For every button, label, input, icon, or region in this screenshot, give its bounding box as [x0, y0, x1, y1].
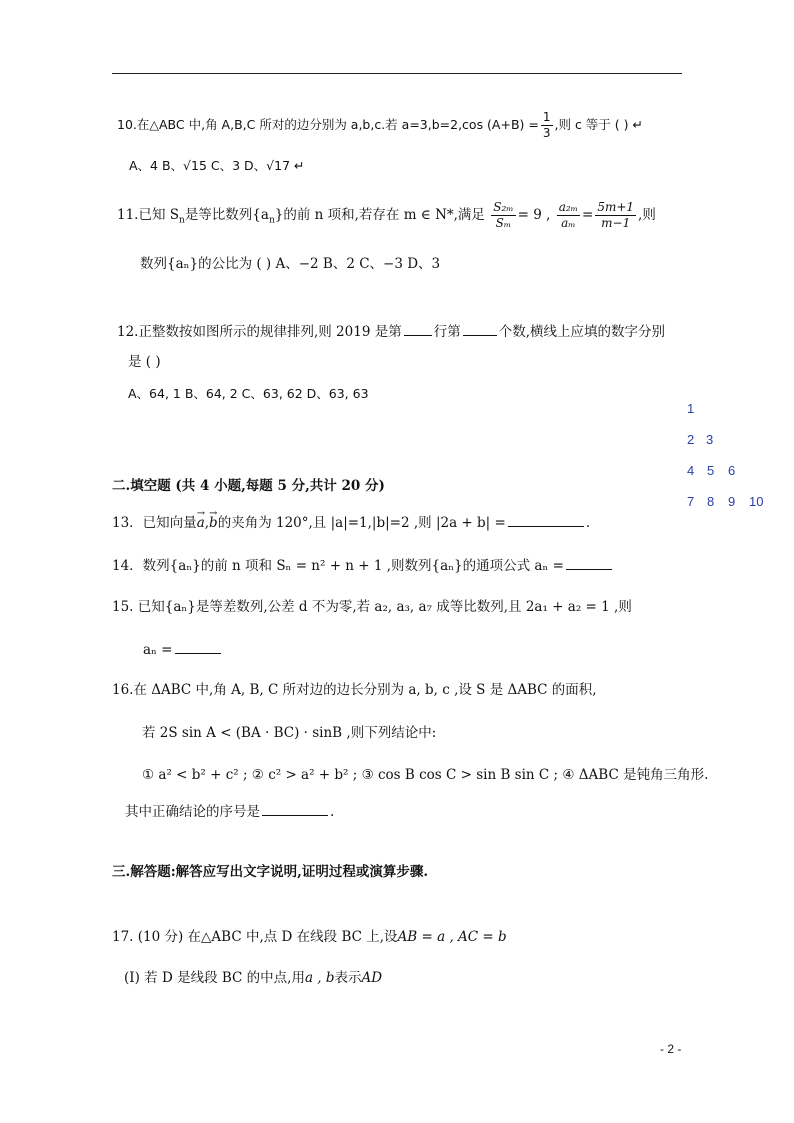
section-3-heading: 三.解答题:解答应写出文字说明,证明过程或演算步骤. — [112, 864, 429, 880]
frac-num: 1 — [542, 110, 551, 124]
triangle-number: 6 — [728, 463, 736, 478]
triangle-number: 3 — [706, 432, 714, 447]
q10-fraction — [541, 110, 553, 141]
question-15-line1: 15. 已知{aₙ}是等差数列,公差 d 不为零,若 a₂, a₃, a₇ 成等比数列,且 2a₁ + a₂ = 1 ,则 — [112, 599, 632, 615]
question-12-line2: 是 ( ) — [128, 354, 161, 370]
frac-den: m−1 — [601, 216, 631, 230]
q11-cond2-frac — [557, 200, 580, 231]
frac-num: S₂ₘ — [493, 200, 514, 214]
question-10-options: A、4 B、√15 C、3 D、√17 ↵ — [129, 158, 305, 173]
section-2-heading: 二.填空题 (共 4 小题,每题 5 分,共计 20 分) — [112, 478, 385, 494]
triangle-number: 1 — [687, 401, 695, 416]
triangle-number: 9 — [728, 494, 736, 509]
q17-a: 17. (10 分) 在△ABC 中,点 D 在线段 BC 上,设 — [112, 929, 398, 945]
triangle-number: 2 — [687, 432, 695, 447]
page-number: - 2 - — [660, 1042, 682, 1056]
frac-den: Sₘ — [495, 216, 512, 230]
q11-c: }的前 n 项和,若存在 m ∈ N*,满足 — [274, 207, 485, 223]
question-16-line1: 16.在 ΔABC 中,角 A, B, C 所对边的边长分别为 a, b, c ,设 S 是 ΔABC 的面积, — [112, 682, 597, 698]
blank — [566, 555, 612, 570]
q17-l2-d: AD — [361, 970, 383, 986]
q10-tail: ,则 c 等于 ( ) ↵ — [554, 117, 643, 132]
q10-text: 10.在△ABC 中,角 A,B,C 所对的边分别为 a,b,c.若 a=3,b=2,cos (A+B) = — [117, 117, 539, 132]
triangle-number: 8 — [707, 494, 715, 509]
q12-b: 行第 — [433, 324, 461, 340]
question-10-stem — [117, 110, 643, 141]
blank — [175, 639, 221, 654]
q17-l2-c: 表示 — [334, 970, 362, 986]
q12-c: 个数,横线上应填的数字分别 — [498, 324, 665, 340]
question-14 — [112, 555, 614, 576]
frac-den: aₘ — [561, 216, 576, 230]
triangle-number: 5 — [707, 463, 715, 478]
blank — [463, 321, 497, 336]
q16-l4: 其中正确结论的序号是 — [125, 804, 260, 820]
q11-cond1-frac — [491, 200, 515, 231]
q17-vectors: AB = a , AC = b — [397, 929, 507, 945]
question-12-options: A、64, 1 B、64, 2 C、63, 62 D、63, 63 — [128, 386, 369, 401]
question-12-line1 — [117, 321, 665, 342]
q11-cond1-tail: = 9 , — [517, 207, 551, 223]
q14-text: 14．数列{aₙ}的前 n 项和 Sₙ = n² + n + 1 ,则数列{aₙ}的通项公式 aₙ = — [112, 558, 564, 574]
q12-a: 12.正整数按如图所示的规律排列,则 2019 是第 — [117, 324, 402, 340]
question-16-line3: ① a² < b² + c² ; ② c² > a² + b² ; ③ cos B cos C > sin B sin C ; ④ ΔABC 是钝角三角形. — [142, 767, 709, 783]
question-11-line2: 数列{aₙ}的公比为 ( ) A、−2 B、2 C、−3 D、3 — [140, 256, 441, 272]
blank — [262, 801, 328, 816]
triangle-number: 7 — [687, 494, 695, 509]
q11-eq: = — [582, 207, 594, 223]
q13-end: . — [585, 515, 591, 531]
question-11-line1: 11.已知 $S_n$是等比数列$\{a_n\}$的前 n 项和,若存在 m ∈ N*,满足 $\frac{\text{S₂ₘ}}{\text{Sₘ}}$ = 9 , $\frac{\text{a₂ₘ}}{\text{aₘ}}$ = $\frac{5m+1}{m-1}$ ,则 — [117, 200, 656, 230]
question-17-line1 — [112, 927, 507, 947]
blank — [404, 321, 432, 336]
question-15-line2 — [143, 639, 223, 660]
q17-l2-a: (Ⅰ) 若 D 是线段 BC 的中点,用 — [124, 970, 305, 986]
frac-num: a₂ₘ — [558, 200, 579, 214]
q11-cond2-rfrac — [595, 200, 636, 231]
header-rule — [112, 73, 682, 74]
q11-b: 是等比数列{a — [184, 207, 269, 223]
q15-b: aₙ = — [143, 642, 173, 658]
q13-a: 13．已知向量 — [112, 515, 197, 531]
q17-l2-b: a , b — [304, 970, 335, 986]
q11-a: 11.已知 S — [117, 207, 180, 223]
frac-den: 3 — [542, 126, 551, 140]
question-16-line4 — [125, 801, 334, 822]
triangle-number: 4 — [687, 463, 695, 478]
q11-cond2-tail: ,则 — [638, 207, 656, 223]
triangle-number: 10 — [749, 494, 764, 509]
frac-num: 5m+1 — [597, 200, 635, 214]
question-13: 13．已知向量→ a,→ b的夹角为 120°,且 |a|=1,|b|=2 ,则 |2a + b| = . — [112, 512, 590, 533]
question-17-line2 — [124, 968, 382, 988]
q16-l4-end: . — [330, 804, 335, 820]
question-16-line2: 若 2S sin A < (BA · BC) · sinB ,则下列结论中: — [142, 725, 437, 741]
q13-b: 的夹角为 120°,且 |a|=1,|b|=2 ,则 |2a + b| = — [217, 515, 506, 531]
blank — [508, 512, 584, 527]
